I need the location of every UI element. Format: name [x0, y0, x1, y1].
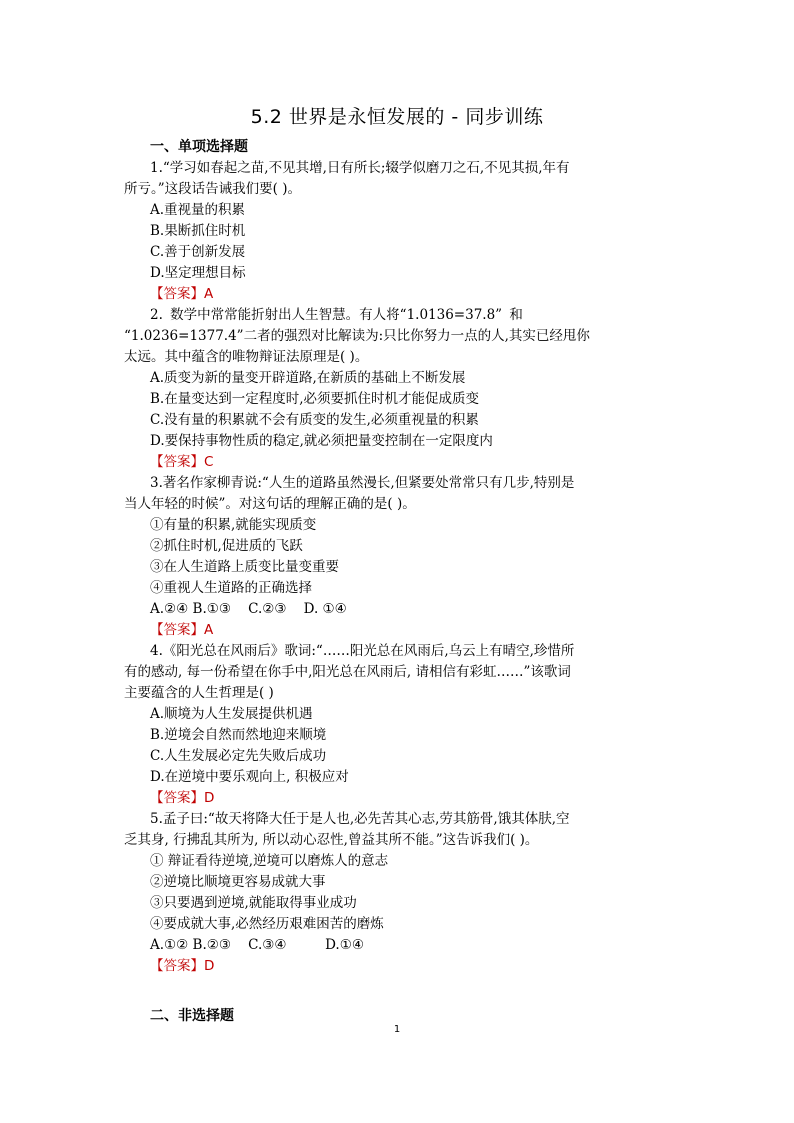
answer-line — [150, 284, 674, 305]
statement-3: ③在人生道路上质变比量变重要 — [150, 559, 339, 575]
option-c: C.人生发展必定先失败后成功 — [150, 748, 327, 764]
option-d: D.坚定理想目标 — [150, 265, 246, 281]
answer-value: D — [204, 958, 215, 974]
question-stem-line: 所亏。”这段话告诫我们要( )。 — [124, 181, 301, 197]
answer-value: A — [204, 286, 214, 302]
document-title: 5.2 世界是永恒发展的 - 同步训练 — [250, 106, 544, 128]
option-b: B.逆境会自然而然地迎来顺境 — [150, 727, 327, 743]
answer-tag: 【答案】 — [150, 286, 204, 302]
document-body — [124, 137, 674, 1027]
page-number: 1 — [393, 1024, 401, 1035]
answer-value: C — [204, 454, 214, 470]
option-d: D.要保持事物性质的稳定,就必须把量变控制在一定限度内 — [150, 433, 493, 449]
statement-2: ②逆境比顺境更容易成就大事 — [150, 874, 326, 890]
option-c: C.善于创新发展 — [150, 244, 246, 260]
option-choices: A.②④ B.①③ C.②③ D. ①④ — [150, 601, 347, 617]
answer-line — [150, 956, 674, 977]
question-stem-line: 5.孟子曰:“故天将降大任于是人也,必先苦其心志,劳其筋骨,饿其体肤,空 — [150, 811, 570, 827]
statement-1: ①有量的积累,就能实现质变 — [150, 517, 317, 533]
question-stem-line: 2. 数学中常常能折射出人生智慧。有人将“1.0136=37.8” 和 — [150, 307, 523, 323]
question-5 — [124, 809, 674, 977]
statement-2: ②抓住时机,促进质的飞跃 — [150, 538, 303, 554]
statement-4: ④要成就大事,必然经历艰难困苦的磨炼 — [150, 916, 384, 932]
answer-tag: 【答案】 — [150, 958, 204, 974]
option-d: D.在逆境中要乐观向上, 积极应对 — [150, 769, 349, 785]
question-stem-line: “1.0236=1377.4”二者的强烈对比解读为:只比你努力一点的人,其实已经甩你 — [124, 328, 590, 344]
option-a: A.顺境为人生发展提供机遇 — [150, 706, 313, 722]
answer-line — [150, 452, 674, 473]
question-3 — [124, 473, 674, 641]
answer-value: A — [204, 622, 214, 638]
option-b: B.在量变达到一定程度时,必须要抓住时机才能促成质变 — [150, 391, 480, 407]
question-stem-line: 1.“学习如春起之苗,不见其增,日有所长;辍学似磨刀之石,不见其损,年有 — [150, 160, 570, 176]
answer-tag: 【答案】 — [150, 622, 204, 638]
option-a: A.质变为新的量变开辟道路,在新质的基础上不断发展 — [150, 370, 466, 386]
question-stem-line: 乏其身, 行拂乱其所为, 所以动心忍性,曾益其所不能。”这告诉我们( )。 — [124, 832, 539, 848]
question-4 — [124, 641, 674, 809]
question-2 — [124, 305, 674, 473]
spacer — [150, 977, 674, 998]
statement-3: ③只要遇到逆境,就能取得事业成功 — [150, 895, 357, 911]
statement-4: ④重视人生道路的正确选择 — [150, 580, 312, 596]
option-c: C.没有量的积累就不会有质变的发生,必须重视量的积累 — [150, 412, 479, 428]
answer-tag: 【答案】 — [150, 454, 204, 470]
section-heading-single-choice: 一、单项选择题 — [150, 139, 248, 155]
question-stem-line: 主要蕴含的人生哲理是( ) — [124, 685, 274, 701]
answer-value: D — [204, 790, 215, 806]
question-stem-line: 有的感动, 每一份希望在你手中,阳光总在风雨后, 请相信有彩虹……”该歌词 — [124, 664, 571, 680]
option-choices: A.①② B.②③ C.③④ D.①④ — [150, 937, 364, 953]
question-stem-line: 4.《阳光总在风雨后》歌词:“……阳光总在风雨后,乌云上有晴空,珍惜所 — [150, 643, 575, 659]
question-1 — [124, 158, 674, 305]
option-b: B.果断抓住时机 — [150, 223, 246, 239]
option-a: A.重视量的积累 — [150, 202, 246, 218]
question-stem-line: 太远。其中蕴含的唯物辩证法原理是( )。 — [124, 349, 369, 365]
question-stem-line: 当人年轻的时候”。对这句话的理解正确的是( )。 — [124, 496, 416, 512]
answer-line — [150, 620, 674, 641]
answer-tag: 【答案】 — [150, 790, 204, 806]
section-heading-non-choice: 二、非选择题 — [150, 1008, 234, 1024]
answer-line — [150, 788, 674, 809]
statement-1: ① 辩证看待逆境,逆境可以磨炼人的意志 — [150, 853, 389, 869]
question-stem-line: 3.著名作家柳青说:“人生的道路虽然漫长,但紧要处常常只有几步,特别是 — [150, 475, 575, 491]
